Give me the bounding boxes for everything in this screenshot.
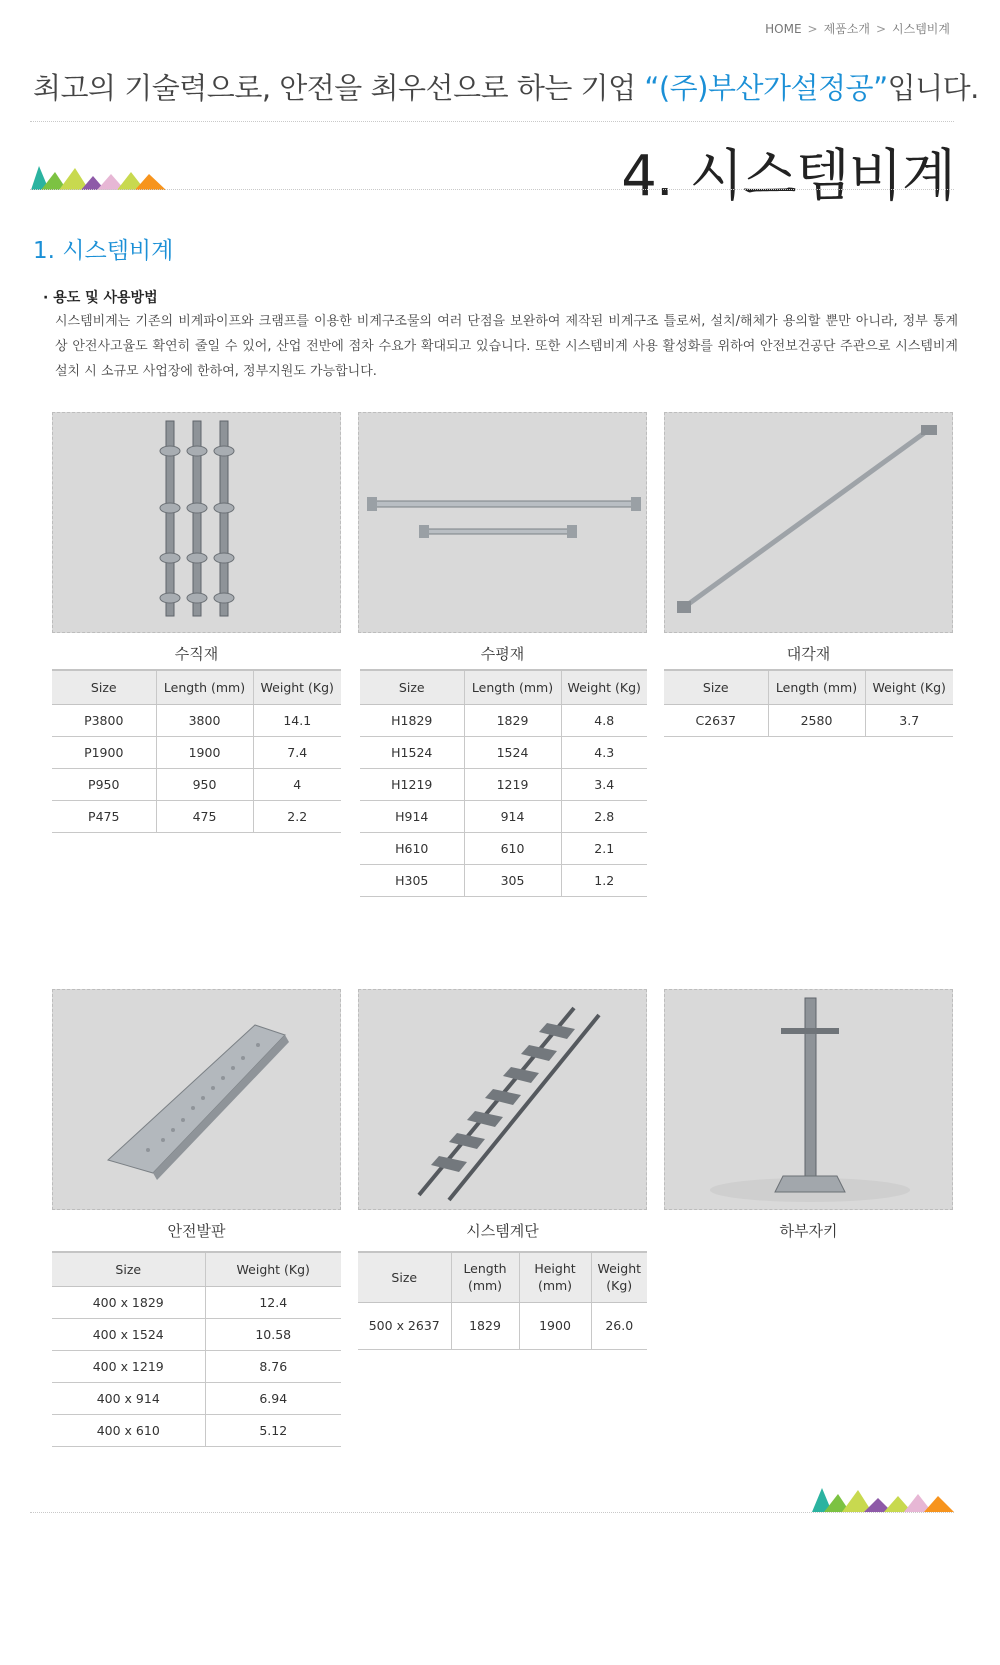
table-header: Length (mm) — [464, 670, 561, 704]
table-cell: 14.1 — [253, 704, 341, 736]
table-cell: 400 x 610 — [52, 1414, 205, 1446]
table-cell: 2580 — [768, 704, 865, 736]
table-row — [52, 736, 341, 768]
divider — [30, 121, 954, 122]
table-header: Length (mm) — [451, 1252, 519, 1302]
table-header: Length (mm) — [768, 670, 865, 704]
table-cell: 1900 — [519, 1302, 591, 1349]
table-row — [358, 1302, 647, 1349]
table-cell: H1524 — [360, 736, 464, 768]
table-header: Weight (Kg) — [561, 670, 647, 704]
table-cell: 10.58 — [205, 1318, 341, 1350]
table-cell: 3.7 — [865, 704, 953, 736]
table-cell: P950 — [52, 768, 156, 800]
divider — [30, 1512, 954, 1513]
table-cell: 4 — [253, 768, 341, 800]
table-cell: P1900 — [52, 736, 156, 768]
table-cell: P3800 — [52, 704, 156, 736]
table-cell: H1829 — [360, 704, 464, 736]
table-header: Size — [358, 1252, 451, 1302]
product-name-diagonal: 대각재 — [786, 645, 831, 663]
table-header: Length (mm) — [156, 670, 253, 704]
table-cell: H1219 — [360, 768, 464, 800]
chevron-right-icon: > — [807, 22, 818, 36]
table-cell: 26.0 — [591, 1302, 647, 1349]
table-row — [52, 704, 341, 736]
table-row — [52, 1318, 341, 1350]
divider — [30, 189, 954, 190]
steel-plank-image — [52, 989, 341, 1210]
table-row — [52, 1414, 341, 1446]
table-row — [664, 704, 953, 736]
table-cell: 1829 — [451, 1302, 519, 1349]
table-cell: 950 — [156, 768, 253, 800]
table-header: Weight (Kg) — [205, 1252, 341, 1286]
table-header: Size — [52, 1252, 205, 1286]
table-cell: 475 — [156, 800, 253, 832]
table-cell: 4.3 — [561, 736, 647, 768]
table-cell: 400 x 1524 — [52, 1318, 205, 1350]
table-cell: 305 — [464, 864, 561, 896]
table-cell: 5.12 — [205, 1414, 341, 1446]
table-header: Size — [664, 670, 768, 704]
product-name-basejack: 하부자키 — [779, 1222, 838, 1240]
table-cell: 2.2 — [253, 800, 341, 832]
breadcrumb-products[interactable]: 제품소개 — [823, 22, 870, 36]
mountain-decoration-icon — [812, 1484, 954, 1512]
table-row — [52, 800, 341, 832]
breadcrumb — [765, 20, 950, 37]
usage-heading: · 용도 및 사용방법 — [43, 290, 158, 306]
table-cell: 1.2 — [561, 864, 647, 896]
system-stair-image — [358, 989, 647, 1210]
company-slogan — [33, 66, 979, 107]
spec-table-stair — [358, 1251, 647, 1350]
usage-description: 시스템비계는 기존의 비계파이프와 크램프를 이용한 비계구조물의 여러 단점을 보완하여 제작된 비계구조 틀로써, 설치/해체가 용의할 뿐만 아니라, 정부 통계 상 안전사고율도 확연히 줄일 수 있어, 산업 전반에 점차 수요가 확대되고 있습니다. 또한 시스템비계 사용 활성화를 위하여 안전보건공단 주관으로 시스템비계 설치 시 소규모 사업장에 한하여, 정부지원도 가능합니다. — [55, 314, 958, 379]
table-row — [360, 736, 647, 768]
horizontal-ledger-image — [358, 412, 647, 633]
spec-table-plank — [52, 1251, 341, 1447]
table-cell: 1219 — [464, 768, 561, 800]
table-cell: 914 — [464, 800, 561, 832]
product-name-plank: 안전발판 — [167, 1222, 226, 1240]
spec-table-horizontal — [360, 669, 647, 897]
breadcrumb-home[interactable]: HOME — [765, 22, 802, 36]
table-cell: H914 — [360, 800, 464, 832]
table-cell: 500 x 2637 — [358, 1302, 451, 1349]
page-title: 4. 시스템비계 — [621, 144, 955, 209]
vertical-post-image — [52, 412, 341, 633]
table-header: Weight (Kg) — [591, 1252, 647, 1302]
table-cell: 3800 — [156, 704, 253, 736]
spec-table-diagonal — [664, 669, 953, 737]
base-jack-image — [664, 989, 953, 1210]
company-name: “(주)부산가설정공” — [644, 71, 888, 105]
section-title: 1. 시스템비계 — [33, 238, 174, 264]
table-row — [360, 704, 647, 736]
product-name-vertical: 수직재 — [174, 645, 219, 663]
spec-table-vertical — [52, 669, 341, 833]
table-cell: 6.94 — [205, 1382, 341, 1414]
mountain-decoration-icon — [31, 162, 166, 190]
chevron-right-icon: > — [875, 22, 887, 36]
table-cell: P475 — [52, 800, 156, 832]
table-row — [52, 1286, 341, 1318]
breadcrumb-current: 시스템비계 — [892, 22, 950, 36]
table-row — [52, 1382, 341, 1414]
table-cell: 400 x 1219 — [52, 1350, 205, 1382]
slogan-suffix: 입니다. — [887, 71, 979, 105]
table-cell: 2.1 — [561, 832, 647, 864]
table-header: Size — [52, 670, 156, 704]
table-header: Height (mm) — [519, 1252, 591, 1302]
table-cell: 7.4 — [253, 736, 341, 768]
table-cell: 400 x 914 — [52, 1382, 205, 1414]
table-row — [360, 832, 647, 864]
table-cell: 1829 — [464, 704, 561, 736]
table-header: Weight (Kg) — [865, 670, 953, 704]
product-name-horizontal: 수평재 — [480, 645, 525, 663]
table-cell: C2637 — [664, 704, 768, 736]
table-cell: 1900 — [156, 736, 253, 768]
table-cell: 12.4 — [205, 1286, 341, 1318]
slogan-text: 최고의 기술력으로, 안전을 최우선으로 하는 기업 — [33, 71, 645, 105]
table-cell: 400 x 1829 — [52, 1286, 205, 1318]
table-cell: 4.8 — [561, 704, 647, 736]
table-cell: 3.4 — [561, 768, 647, 800]
diagonal-brace-image — [664, 412, 953, 633]
table-cell: H610 — [360, 832, 464, 864]
product-name-stair: 시스템계단 — [466, 1222, 539, 1240]
table-row — [52, 768, 341, 800]
table-header: Weight (Kg) — [253, 670, 341, 704]
table-row — [360, 768, 647, 800]
table-header: Size — [360, 670, 464, 704]
table-cell: H305 — [360, 864, 464, 896]
table-cell: 610 — [464, 832, 561, 864]
table-cell: 8.76 — [205, 1350, 341, 1382]
table-row — [360, 800, 647, 832]
table-row — [52, 1350, 341, 1382]
table-cell: 1524 — [464, 736, 561, 768]
table-cell: 2.8 — [561, 800, 647, 832]
table-row — [360, 864, 647, 896]
